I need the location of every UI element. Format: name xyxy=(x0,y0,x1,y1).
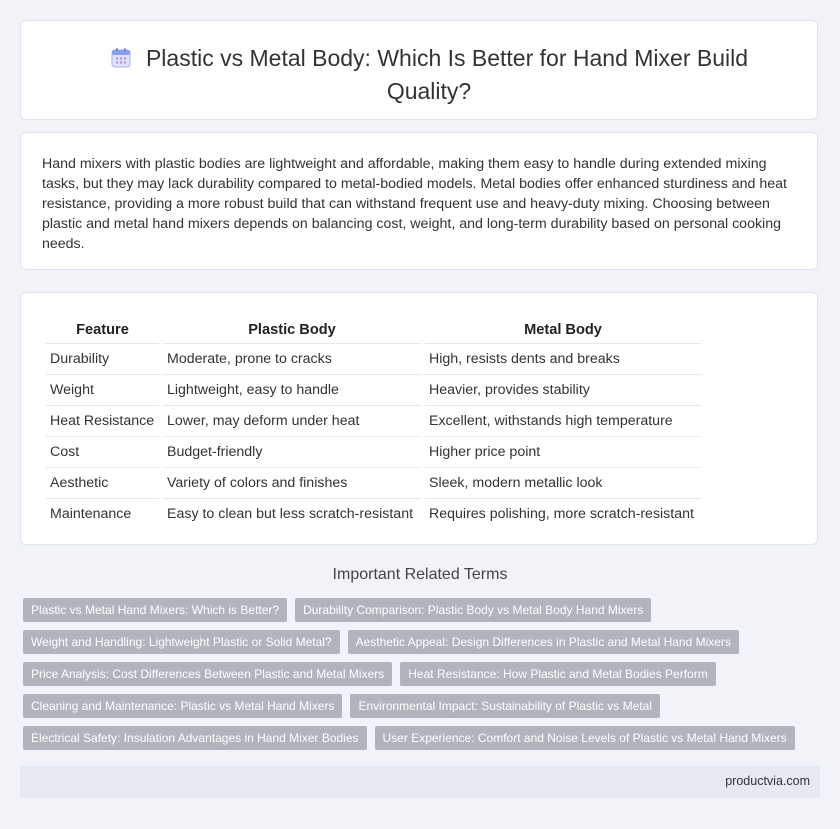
metal-cell: Higher price point xyxy=(425,437,701,468)
table-row xyxy=(46,375,701,406)
related-term-link[interactable]: Aesthetic Appeal: Design Differences in Plastic and Metal Hand Mixers xyxy=(348,630,739,654)
related-term-link[interactable]: Environmental Impact: Sustainability of Plastic vs Metal xyxy=(350,694,659,718)
table-header-row xyxy=(46,313,701,344)
header-metal-body: Metal Body xyxy=(425,313,701,344)
feature-cell: Durability xyxy=(46,344,159,375)
feature-cell: Aesthetic xyxy=(46,468,159,499)
plastic-cell: Lower, may deform under heat xyxy=(163,406,421,437)
header-plastic-body: Plastic Body xyxy=(163,313,421,344)
comparison-card xyxy=(20,292,818,545)
feature-cell: Heat Resistance xyxy=(46,406,159,437)
related-term-link[interactable]: Plastic vs Metal Hand Mixers: Which is Better? xyxy=(23,598,287,622)
related-terms-list xyxy=(23,598,803,758)
comparison-table xyxy=(42,313,705,529)
table-row xyxy=(46,406,701,437)
header-feature: Feature xyxy=(46,313,159,344)
feature-cell: Maintenance xyxy=(50,506,132,522)
related-term-link[interactable]: Price Analysis: Cost Differences Between Plastic and Metal Mixers xyxy=(23,662,392,686)
related-term-link[interactable]: Cleaning and Maintenance: Plastic vs Metal Hand Mixers xyxy=(23,694,342,718)
metal-cell: Excellent, withstands high temperature xyxy=(425,406,701,437)
metal-cell: Requires polishing, more scratch-resistant xyxy=(429,506,694,522)
metal-cell: Heavier, provides stability xyxy=(425,375,701,406)
page-title-wrap xyxy=(81,43,777,106)
intro-paragraph: Hand mixers with plastic bodies are lightweight and affordable, making them easy to handle during extended mixing tasks, but they may lack durability compared to metal-bodied models. Metal bodies offer enhanced sturdiness and heat resistance, providing a more robust build that can withstand frequent use and heavy-duty mixing. Choosing between plastic and metal hand mixers depends on balancing cost, weight, and long-term durability based on personal cooking needs. xyxy=(42,156,787,252)
title-card xyxy=(20,20,818,120)
intro-card xyxy=(20,132,818,270)
plastic-cell: Variety of colors and finishes xyxy=(163,468,421,499)
calendar-icon xyxy=(110,46,132,76)
plastic-cell: Lightweight, easy to handle xyxy=(163,375,421,406)
related-term-link[interactable]: Weight and Handling: Lightweight Plastic or Solid Metal? xyxy=(23,630,340,654)
metal-cell: Sleek, modern metallic look xyxy=(425,468,701,499)
table-row xyxy=(46,437,701,468)
metal-cell: High, resists dents and breaks xyxy=(425,344,701,375)
plastic-cell: Moderate, prone to cracks xyxy=(163,344,421,375)
plastic-cell: Budget-friendly xyxy=(163,437,421,468)
table-row xyxy=(46,344,701,375)
feature-cell: Weight xyxy=(46,375,159,406)
related-term-link[interactable]: Durability Comparison: Plastic Body vs Metal Body Hand Mixers xyxy=(295,598,651,622)
related-term-link[interactable]: User Experience: Comfort and Noise Levels of Plastic vs Metal Hand Mixers xyxy=(375,726,795,750)
feature-cell: Cost xyxy=(46,437,159,468)
page-title: Plastic vs Metal Body: Which Is Better for Hand Mixer Build Quality? xyxy=(145,45,749,104)
table-row xyxy=(46,468,701,499)
footer-site-link[interactable]: productvia.com xyxy=(725,774,810,788)
table-row xyxy=(46,499,701,529)
plastic-cell: Easy to clean but less scratch-resistant xyxy=(167,506,414,522)
related-term-link[interactable]: Electrical Safety: Insulation Advantages in Hand Mixer Bodies xyxy=(23,726,367,750)
related-term-link[interactable]: Heat Resistance: How Plastic and Metal Bodies Perform xyxy=(400,662,715,686)
related-terms-heading: Important Related Terms xyxy=(332,566,508,583)
footer-bar xyxy=(20,766,820,798)
